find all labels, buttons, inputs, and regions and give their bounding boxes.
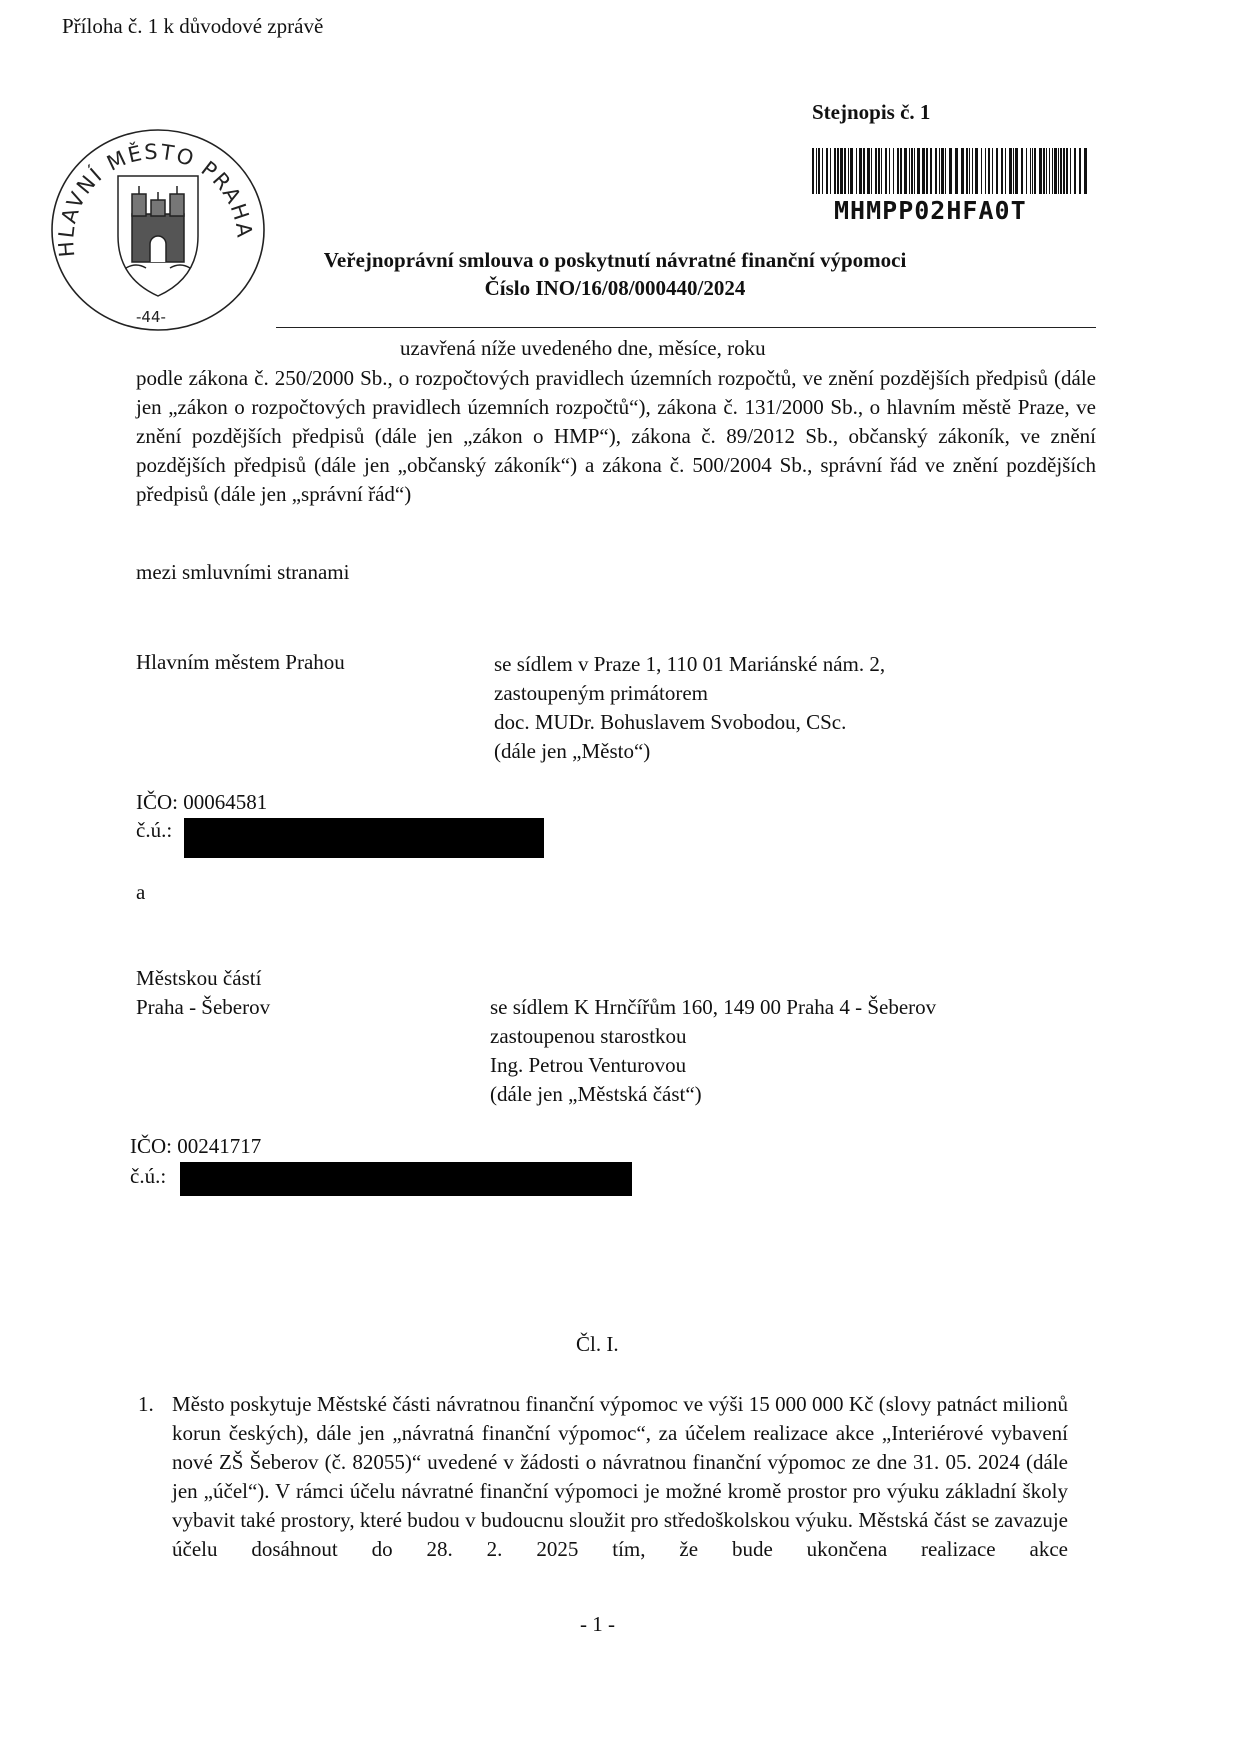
- stamp-ring-text: HLAVNÍ MĚSTO PRAHA: [54, 139, 257, 259]
- party1-address: [494, 650, 885, 766]
- barcode-bar: [859, 148, 862, 194]
- party2-address-line: se sídlem K Hrnčířům 160, 149 00 Praha 4 - Šeberov: [490, 995, 937, 1019]
- barcode-bar: [972, 148, 973, 194]
- barcode-bar: [1060, 148, 1062, 194]
- barcode-bar: [975, 148, 978, 194]
- barcode-bar: [922, 148, 925, 194]
- barcode-bar: [1015, 148, 1018, 194]
- copy-label: Stejnopis č. 1: [812, 100, 931, 124]
- barcode-bar: [904, 148, 907, 194]
- barcode-bar: [1032, 148, 1033, 194]
- barcode-bar: [914, 148, 915, 194]
- barcode-bar: [812, 148, 814, 194]
- coat-of-arms-icon: [118, 176, 198, 296]
- barcode-bar: [1070, 148, 1071, 194]
- barcode-bar: [988, 148, 990, 194]
- barcode-bar: [1079, 148, 1081, 194]
- party2-name-line2: Praha - Šeberov: [136, 995, 271, 1019]
- barcode-bar: [1054, 148, 1057, 194]
- barcode-bar: [981, 148, 982, 194]
- barcode-bar: [900, 148, 902, 194]
- barcode-bar: [1084, 148, 1087, 194]
- barcode-bar: [837, 148, 839, 194]
- contract-title: [272, 246, 958, 302]
- page-number: - 1 -: [580, 1612, 615, 1636]
- barcode-bar: [911, 148, 913, 194]
- barcode-bar: [871, 148, 872, 194]
- stamp-number: -44-: [136, 308, 166, 326]
- barcode-bar: [930, 148, 932, 194]
- barcode-bar: [941, 148, 944, 194]
- barcode-bar: [840, 148, 843, 194]
- article-item-number: 1.: [138, 1392, 154, 1416]
- barcode-bar: [1063, 148, 1065, 194]
- barcode-bar: [816, 148, 817, 194]
- barcode-bar: [1074, 148, 1076, 194]
- barcode-bar: [996, 148, 998, 194]
- party2-name-line1: Městskou částí: [136, 966, 262, 990]
- barcode-bar: [1021, 148, 1023, 194]
- barcode-bar: [961, 148, 964, 194]
- annex-note: Příloha č. 1 k důvodové zprávě: [62, 14, 324, 38]
- barcode-bar: [939, 148, 940, 194]
- barcode-bar: [844, 148, 846, 194]
- party1-address-line: zastoupeným primátorem: [494, 681, 709, 705]
- barcode-bar: [1009, 148, 1012, 194]
- party2-account-label: č.ú.:: [130, 1164, 167, 1188]
- conjunction: a: [136, 880, 146, 904]
- concluded-line: uzavřená níže uvedeného dne, měsíce, roku: [400, 336, 766, 360]
- barcode-bar: [889, 148, 890, 194]
- party2-name: [136, 964, 270, 1022]
- barcode-bar: [834, 148, 836, 194]
- contract-title-line1: Veřejnoprávní smlouva o poskytnutí návratné finanční výpomoci: [323, 248, 907, 272]
- title-divider: [276, 327, 1096, 328]
- barcode-bar: [875, 148, 877, 194]
- party1-ico: IČO: 00064581: [136, 790, 268, 814]
- barcode-bar: [878, 148, 880, 194]
- contract-number: Číslo INO/16/08/000440/2024: [484, 276, 746, 300]
- article-item-1: [138, 1390, 1068, 1564]
- party2-address-line: zastoupenou starostkou: [490, 1024, 687, 1048]
- barcode-bar: [955, 148, 958, 194]
- barcode-bar: [897, 148, 899, 194]
- barcode-bar: [881, 148, 882, 194]
- barcode-bar: [1043, 148, 1045, 194]
- barcode-bar: [1030, 148, 1031, 194]
- barcode-bar: [867, 148, 870, 194]
- party2-address-line: (dále jen „Městská část“): [490, 1082, 702, 1106]
- barcode-bar: [850, 148, 853, 194]
- barcode-bar: [1058, 148, 1059, 194]
- barcode-bar: [893, 148, 894, 194]
- party1-address-line: (dále jen „Město“): [494, 739, 651, 763]
- legal-basis-text: podle zákona č. 250/2000 Sb., o rozpočtových pravidlech územních rozpočtů, ve znění pozdějších předpisů (dále jen „zákon o rozpočtových pravidlech územních rozpočtů“), zákona č. 131/2000 Sb., o hlavním městě Praze, ve znění pozdějších předpisů (dále jen „zákon o HMP“), zákona č. 89/2012 Sb., občanský zákoník, ve znění pozdějších předpisů (dále jen „občanský zákoník“) a zákona č. 500/2004 Sb., správní řád ve znění pozdějších předpisů (dále jen „správní řád“): [136, 366, 1096, 506]
- article-heading: Čl. I.: [576, 1332, 619, 1356]
- barcode-bar: [885, 148, 887, 194]
- barcode-bar: [1039, 148, 1042, 194]
- legal-basis-paragraph: [136, 364, 1096, 509]
- parties-intro: mezi smluvními stranami: [136, 560, 350, 584]
- barcode-bar: [856, 148, 857, 194]
- party1-name: Hlavním městem Prahou: [136, 650, 345, 674]
- barcode-bar: [926, 148, 928, 194]
- barcode-bar: [1066, 148, 1068, 194]
- party1-address-line: doc. MUDr. Bohuslavem Svobodou, CSc.: [494, 710, 847, 734]
- article-item-text: Město poskytuje Městské části návratnou finanční výpomoc ve výši 15 000 000 Kč (slovy patnáct milionů korun českých), dále jen „návratná finanční výpomoc“, za účelem realizace akce „Interiérové vybavení nové ZŠ Šeberov (č. 82055)“ uvedené v žádosti o návratnou finanční výpomoc ze dne 31. 05. 2024 (dále jen „účel“). V rámci účelu návratné finanční výpomoci je možné kromě prostor pro výuku základní školy vybavit také prostory, které budou v budoucnu sloužit pro středoškolskou výuku. Městská část se zavazuje účelu dosáhnout do 28. 2. 2025 tím, že bude ukončena realizace akce: [172, 1392, 1068, 1561]
- barcode-bar: [985, 148, 986, 194]
- barcode-bar: [848, 148, 849, 194]
- barcode-bar: [826, 148, 828, 194]
- party2-address: [490, 993, 936, 1109]
- barcode-bar: [822, 148, 823, 194]
- barcode-bar: [1052, 148, 1053, 194]
- barcode-bar: [1001, 148, 1003, 194]
- barcode-bar: [830, 148, 831, 194]
- barcode-bar: [992, 148, 993, 194]
- barcode-bar: [966, 148, 968, 194]
- barcode-icon: [812, 148, 1088, 194]
- barcode-bar: [1046, 148, 1047, 194]
- barcode-bar: [863, 148, 865, 194]
- barcode-bar: [909, 148, 910, 194]
- barcode-bar: [945, 148, 946, 194]
- party1-address-line: se sídlem v Praze 1, 110 01 Mariánské nám. 2,: [494, 652, 886, 676]
- barcode-text: MHMPP02HFA0T: [834, 196, 1027, 225]
- barcode-bar: [1034, 148, 1036, 194]
- barcode-bar: [917, 148, 920, 194]
- party1-account-label: č.ú.:: [136, 818, 173, 842]
- party2-address-line: Ing. Petrou Venturovou: [490, 1053, 687, 1077]
- barcode-bar: [1049, 148, 1050, 194]
- barcode-bar: [969, 148, 970, 194]
- party2-account-redaction: [180, 1162, 632, 1196]
- barcode-bar: [1026, 148, 1027, 194]
- barcode-bar: [935, 148, 937, 194]
- barcode-bar: [1005, 148, 1006, 194]
- barcode-bar: [949, 148, 952, 194]
- city-stamp: [40, 118, 270, 338]
- party2-ico: IČO: 00241717: [130, 1134, 262, 1158]
- party1-account-redaction: [184, 818, 544, 858]
- barcode-bar: [1013, 148, 1014, 194]
- barcode-bar: [818, 148, 820, 194]
